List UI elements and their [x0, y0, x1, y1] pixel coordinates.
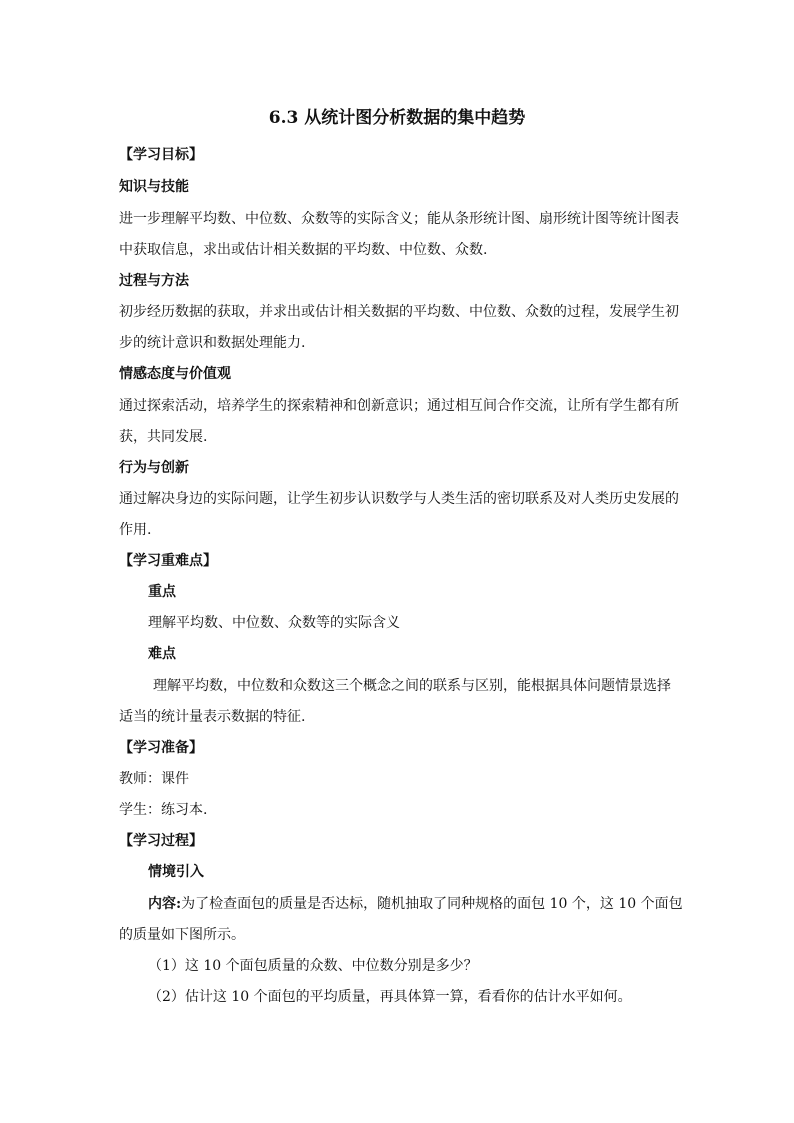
content-paragraph — [148, 894, 708, 914]
heading-behavior: 行为与创新 — [119, 460, 189, 476]
paragraph-line: 步的统计意识和数据处理能力. — [119, 335, 306, 351]
paragraph-line: 的质量如下图所示。 — [119, 927, 245, 943]
paragraph-line: 进一步理解平均数、中位数、众数等的实际含义；能从条形统计图、扇形统计图等统计图表 — [119, 211, 679, 227]
focus-text: 理解平均数、中位数、众数等的实际含义 — [148, 615, 400, 631]
section-header-keypoints: 【学习重难点】 — [119, 553, 217, 569]
heading-process: 过程与方法 — [119, 273, 189, 289]
prep-teacher: 教师：课件 — [119, 771, 189, 787]
paragraph-line: 适当的统计量表示数据的特征. — [119, 709, 306, 725]
question-1: （1）这 10 个面包质量的众数、中位数分别是多少？ — [148, 958, 478, 974]
question-2: （2）估计这 10 个面包的平均质量，再具体算一算，看看你的估计水平如何。 — [148, 989, 632, 1005]
heading-focus: 重点 — [148, 584, 176, 600]
prep-student: 学生：练习本. — [119, 802, 208, 818]
paragraph-line: 中获取信息，求出或估计相关数据的平均数、中位数、众数. — [119, 242, 488, 258]
heading-knowledge: 知识与技能 — [119, 179, 189, 195]
paragraph-line: 初步经历数据的获取，并求出或估计相关数据的平均数、中位数、众数的过程，发展学生初 — [119, 304, 679, 320]
heading-intro: 情境引入 — [148, 864, 204, 880]
paragraph-line: 通过解决身边的实际问题，让学生初步认识数学与人类生活的密切联系及对人类历史发展的 — [119, 491, 679, 507]
paragraph-line: 理解平均数，中位数和众数这三个概念之间的联系与区别，能根据具体问题情景选择 — [153, 678, 671, 694]
paragraph-line: 获，共同发展. — [119, 429, 208, 445]
content-text: 为了检查面包的质量是否达标，随机抽取了同种规格的面包 10 个，这 10 个面包 — [181, 896, 683, 912]
page-title: 6.3 从统计图分析数据的集中趋势 — [268, 108, 526, 128]
content-label: 内容: — [148, 896, 182, 912]
heading-emotion: 情感态度与价值观 — [119, 366, 231, 382]
heading-difficulty: 难点 — [148, 646, 176, 662]
section-header-process: 【学习过程】 — [119, 833, 203, 849]
section-header-goals: 【学习目标】 — [119, 147, 203, 163]
section-header-prep: 【学习准备】 — [119, 740, 203, 756]
paragraph-line: 作用. — [119, 522, 152, 538]
paragraph-line: 通过探索活动，培养学生的探索精神和创新意识；通过相互间合作交流，让所有学生都有所 — [119, 398, 679, 414]
